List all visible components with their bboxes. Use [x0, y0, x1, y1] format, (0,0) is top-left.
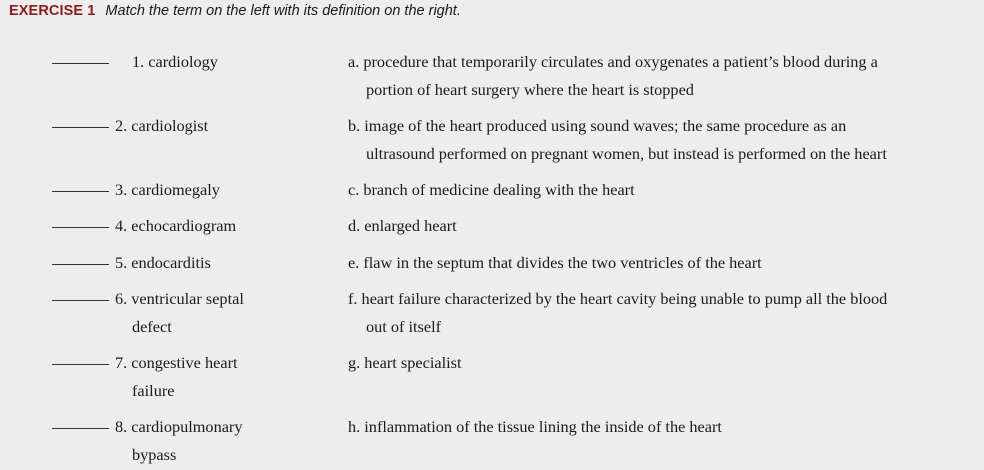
answer-blank[interactable]: [52, 364, 109, 365]
term: [115, 249, 211, 277]
term: [115, 212, 236, 240]
definition-line: b. image of the heart produced using sound waves; the same procedure as an: [348, 116, 847, 135]
definition-line: f. heart failure characterized by the heart cavity being unable to pump all the blood: [348, 289, 888, 308]
term-line: 2. cardiologist: [115, 116, 209, 135]
definition-line: c. branch of medicine dealing with the heart: [348, 180, 635, 199]
definition-line: g. heart specialist: [348, 353, 462, 372]
exercise-instruction: Match the term on the left with its definition on the right.: [105, 3, 461, 19]
term-line: 4. echocardiogram: [115, 216, 237, 235]
term: [115, 176, 220, 204]
answer-blank[interactable]: [52, 227, 109, 228]
answer-blank[interactable]: [52, 300, 109, 301]
answer-blank[interactable]: [52, 428, 109, 429]
definition: [348, 212, 457, 240]
definition: [348, 413, 722, 441]
exercise-label: EXERCISE 1: [9, 3, 96, 19]
term: [115, 413, 243, 469]
term-line-continued: bypass: [132, 445, 177, 464]
term: [115, 285, 244, 341]
term: [115, 112, 208, 140]
term-line-continued: defect: [132, 317, 172, 336]
definition-line: a. procedure that temporarily circulates and oxygenates a patient’s blood during a: [348, 52, 878, 71]
term-line: 3. cardiomegaly: [115, 180, 220, 199]
term: [115, 48, 218, 76]
definition-line: d. enlarged heart: [348, 216, 457, 235]
answer-blank[interactable]: [52, 264, 109, 265]
term-line: 8. cardiopulmonary: [115, 417, 243, 436]
answer-blank[interactable]: [52, 191, 109, 192]
definition-line: h. inflammation of the tissue lining the inside of the heart: [348, 417, 722, 436]
term-line: 1. cardiology: [132, 52, 218, 71]
definition-line-continued: ultrasound performed on pregnant women, but instead is performed on the heart: [366, 144, 887, 163]
definition-line-continued: portion of heart surgery where the heart is stopped: [366, 80, 694, 99]
definition: [348, 349, 461, 377]
term-line: 5. endocarditis: [115, 253, 211, 272]
term-line-continued: failure: [132, 381, 175, 400]
definition: [348, 48, 878, 104]
exercise-header: [9, 3, 461, 19]
term-line: 6. ventricular septal: [115, 289, 244, 308]
definition-line-continued: out of itself: [366, 317, 442, 336]
term: [115, 349, 238, 405]
definition-line: e. flaw in the septum that divides the two ventricles of the heart: [348, 253, 762, 272]
definition: [348, 112, 887, 168]
answer-blank[interactable]: [52, 63, 109, 64]
answer-blank[interactable]: [52, 127, 109, 128]
term-line: 7. congestive heart: [115, 353, 238, 372]
definition: [348, 176, 635, 204]
definition: [348, 249, 762, 277]
definition: [348, 285, 887, 341]
